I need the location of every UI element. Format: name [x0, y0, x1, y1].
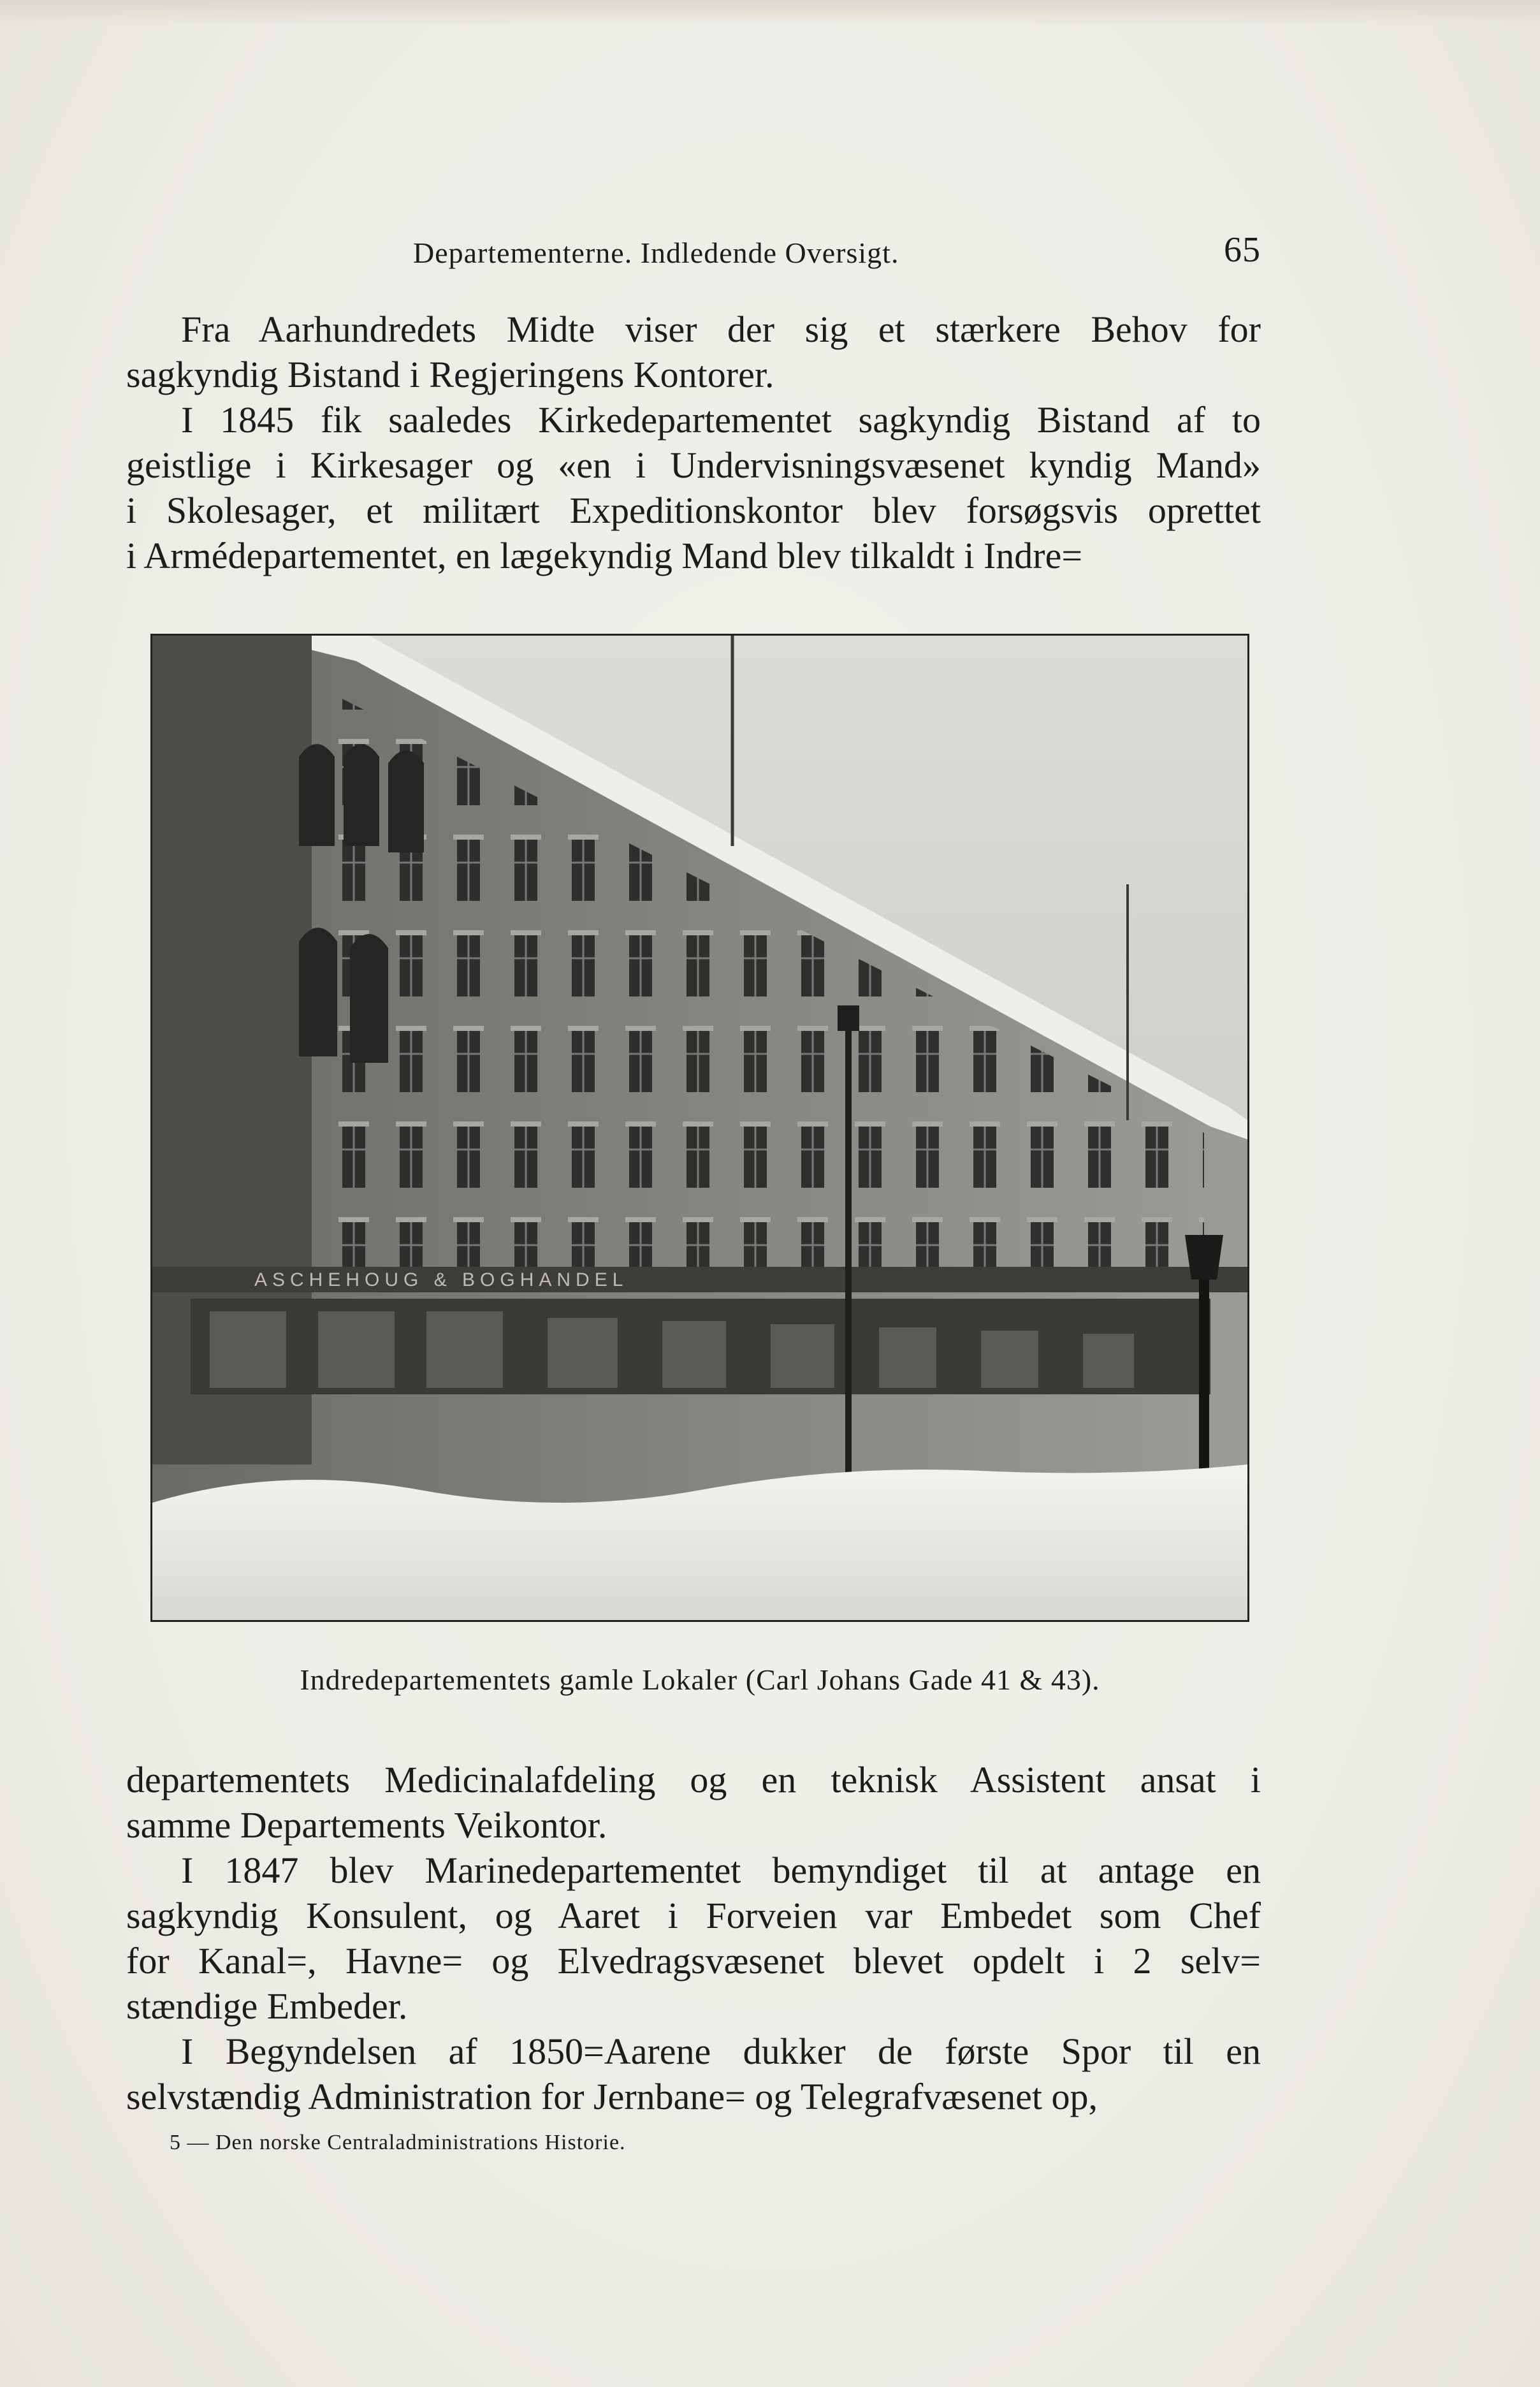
signature-footnote: 5 — Den norske Centraladministrations Historie.: [170, 2131, 626, 2154]
text-line: I 1847 blev Marinedepartementet bemyndiget til at antage en: [181, 1850, 1261, 1891]
text-block-top: [126, 307, 1261, 578]
text-line: Fra Aarhundredets Midte viser der sig et stærkere Behov for: [181, 309, 1261, 350]
text-line: geistlige i Kirkesager og «en i Undervisningsvæsenet kyndig Mand»: [126, 444, 1261, 486]
shop-sign: ASCHEHOUG & BOGHANDEL: [254, 1269, 628, 1290]
text-line: i Armédepartementet, en lægekyndig Mand blev tilkaldt i Indre=: [126, 535, 1083, 576]
shop-fronts: [191, 1299, 1210, 1394]
text-line: I Begyndelsen af 1850=Aarene dukker de første Spor til en: [181, 2031, 1261, 2072]
paragraph: [126, 2029, 1261, 2119]
page-number: 65: [1224, 230, 1261, 270]
running-header: [126, 230, 1261, 274]
text-line: I 1845 fik saaledes Kirkedepartementet sagkyndig Bistand af to: [181, 399, 1261, 441]
paragraph: [126, 307, 1261, 397]
photo-caption: Indredepartementets gamle Lokaler (Carl Johans Gade 41 & 43).: [300, 1663, 1100, 1696]
paragraph: [126, 397, 1261, 578]
text-line: sagkyndig Konsulent, og Aaret i Forveien var Embedet som Chef: [126, 1895, 1261, 1936]
paragraph: [126, 1757, 1261, 1848]
building-photograph: [150, 634, 1249, 1622]
photo-illustration: [152, 636, 1247, 1620]
paragraph: [126, 1848, 1261, 2029]
text-line: departementets Medicinalafdeling og en teknisk Assistent ansat i: [126, 1759, 1261, 1800]
text-line: sagkyndig Bistand i Regjeringens Kontorer.: [126, 354, 774, 395]
text-block-bottom: [126, 1757, 1261, 2119]
text-line: samme Departements Veikontor.: [126, 1804, 607, 1846]
text-line: for Kanal=, Havne= og Elvedragsvæsenet blevet opdelt i 2 selv=: [126, 1940, 1261, 1982]
text-line: i Skolesager, et militært Expeditionskontor blev forsøgsvis oprettet: [126, 490, 1261, 531]
page-top-edge: [0, 0, 1540, 26]
text-line: stændige Embeder.: [126, 1985, 408, 2027]
text-line: selvstændig Administration for Jernbane= og Telegrafvæsenet op,: [126, 2076, 1098, 2117]
running-title: Departementerne. Indledende Oversigt.: [413, 237, 899, 269]
